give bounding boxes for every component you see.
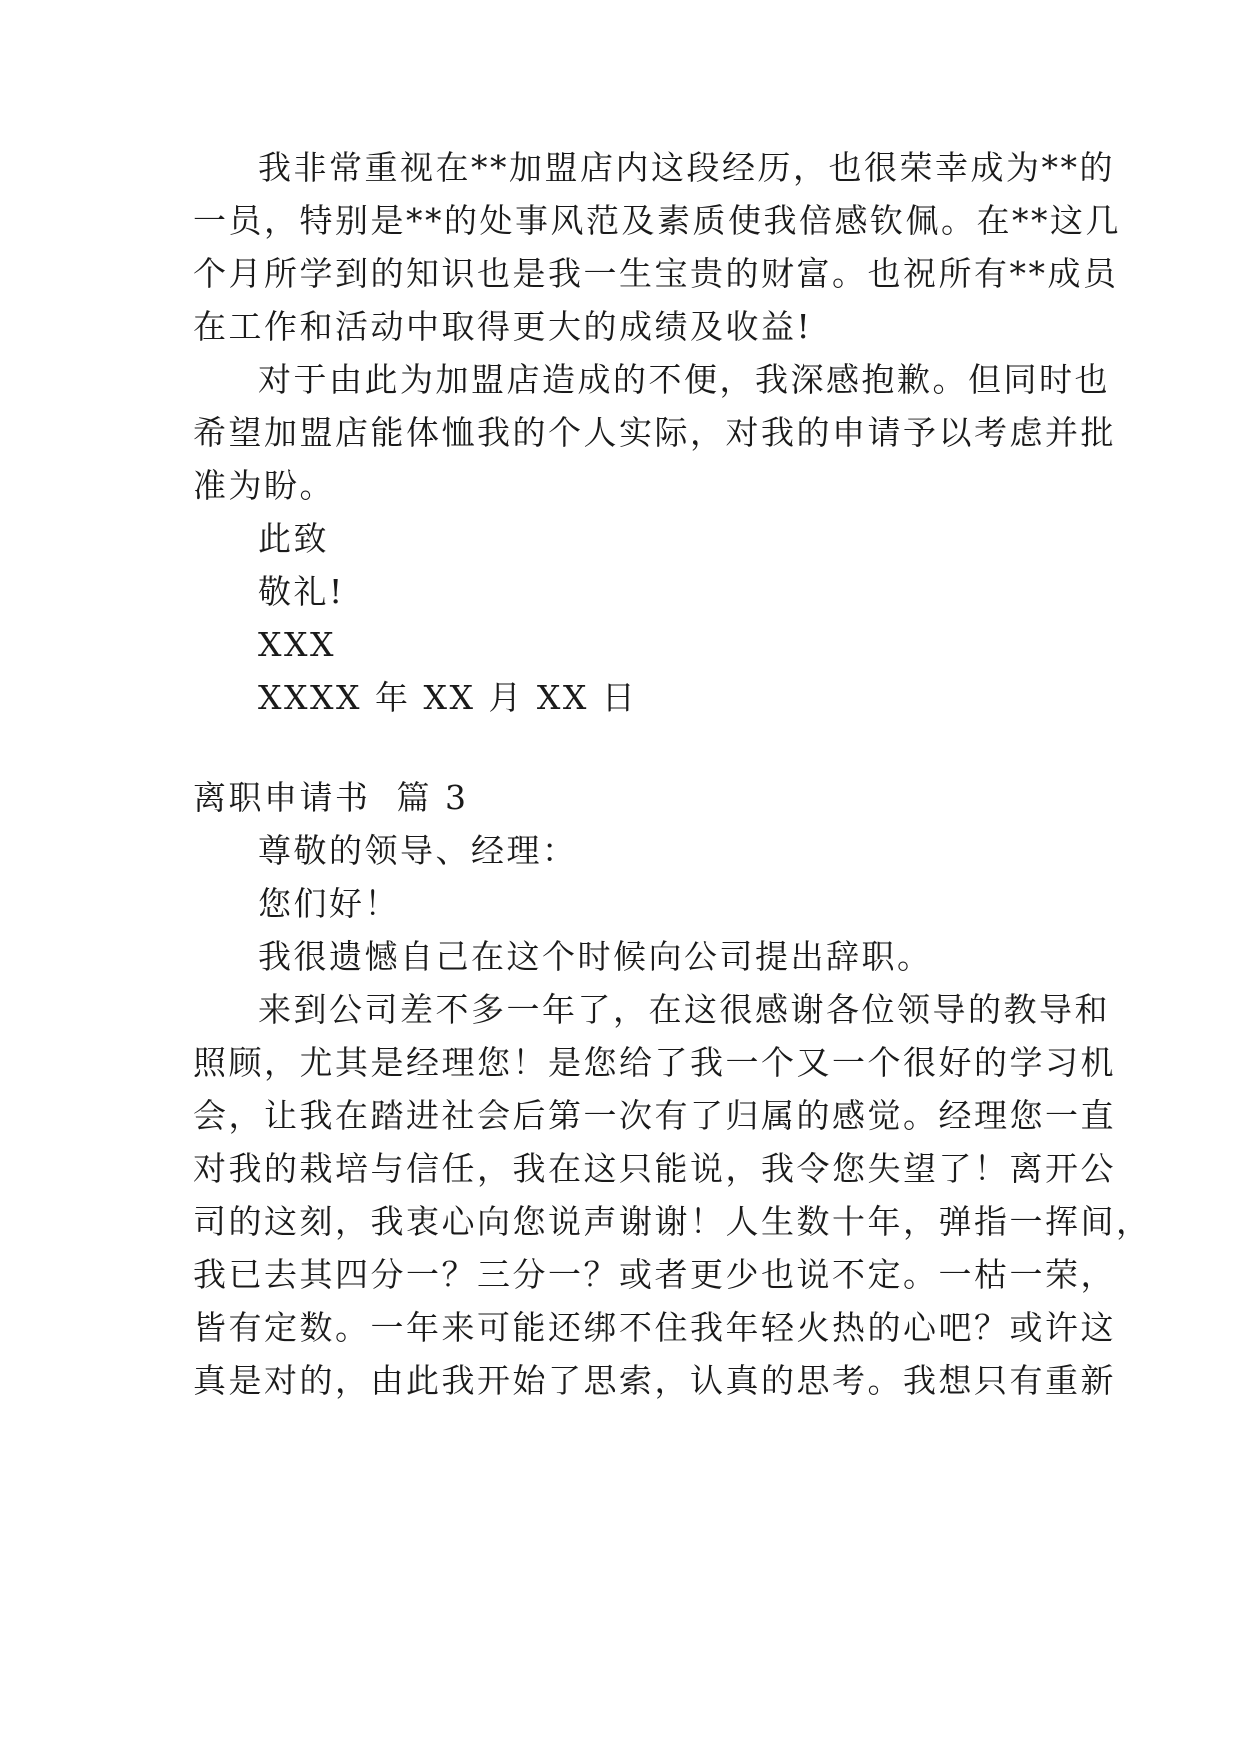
section-heading: 离职申请书 篇 3 [193, 778, 469, 817]
paragraph-line: 我非常重视在**加盟店内这段经历，也很荣幸成为**的 [258, 148, 1115, 187]
paragraph-line: 来到公司差不多一年了，在这很感谢各位领导的教导和 [258, 990, 1110, 1029]
paragraph-line: 司的这刻，我衷心向您说声谢谢！人生数十年，弹指一挥间， [193, 1202, 1152, 1241]
paragraph-line: 对我的栽培与信任，我在这只能说，我令您失望了！离开公 [193, 1149, 1116, 1188]
paragraph-line: 对于由此为加盟店造成的不便，我深感抱歉。但同时也 [258, 360, 1110, 399]
paragraph-line: 一员，特别是**的处事风范及素质使我倍感钦佩。在**这几 [193, 201, 1121, 240]
date-text: XXXX 年 XX 月 XX 日 [258, 678, 638, 717]
paragraph-line: 照顾，尤其是经理您！是您给了我一个又一个很好的学习机 [193, 1043, 1116, 1082]
signature-text: XXX [258, 625, 336, 664]
closing-text: 此致 [258, 519, 329, 558]
paragraph-line: 会，让我在踏进社会后第一次有了归属的感觉。经理您一直 [193, 1096, 1116, 1135]
paragraph-line: 皆有定数。一年来可能还绑不住我年轻火热的心吧？或许这 [193, 1308, 1116, 1347]
paragraph-line: 个月所学到的知识也是我一生宝贵的财富。也祝所有**成员 [193, 254, 1119, 293]
paragraph-line: 我已去其四分一？三分一？或者更少也说不定。一枯一荣， [193, 1255, 1116, 1294]
hello-text: 您们好！ [258, 884, 400, 923]
greeting-text: 尊敬的领导、经理： [258, 831, 578, 870]
paragraph-line: 准为盼。 [193, 466, 335, 505]
paragraph-line: 在工作和活动中取得更大的成绩及收益! [193, 307, 813, 346]
salute-text: 敬礼! [258, 572, 345, 611]
paragraph-line: 希望加盟店能体恤我的个人实际，对我的申请予以考虑并批 [193, 413, 1116, 452]
paragraph-line: 我很遗憾自己在这个时候向公司提出辞职。 [258, 937, 933, 976]
paragraph-line: 真是对的，由此我开始了思索，认真的思考。我想只有重新 [193, 1361, 1116, 1400]
